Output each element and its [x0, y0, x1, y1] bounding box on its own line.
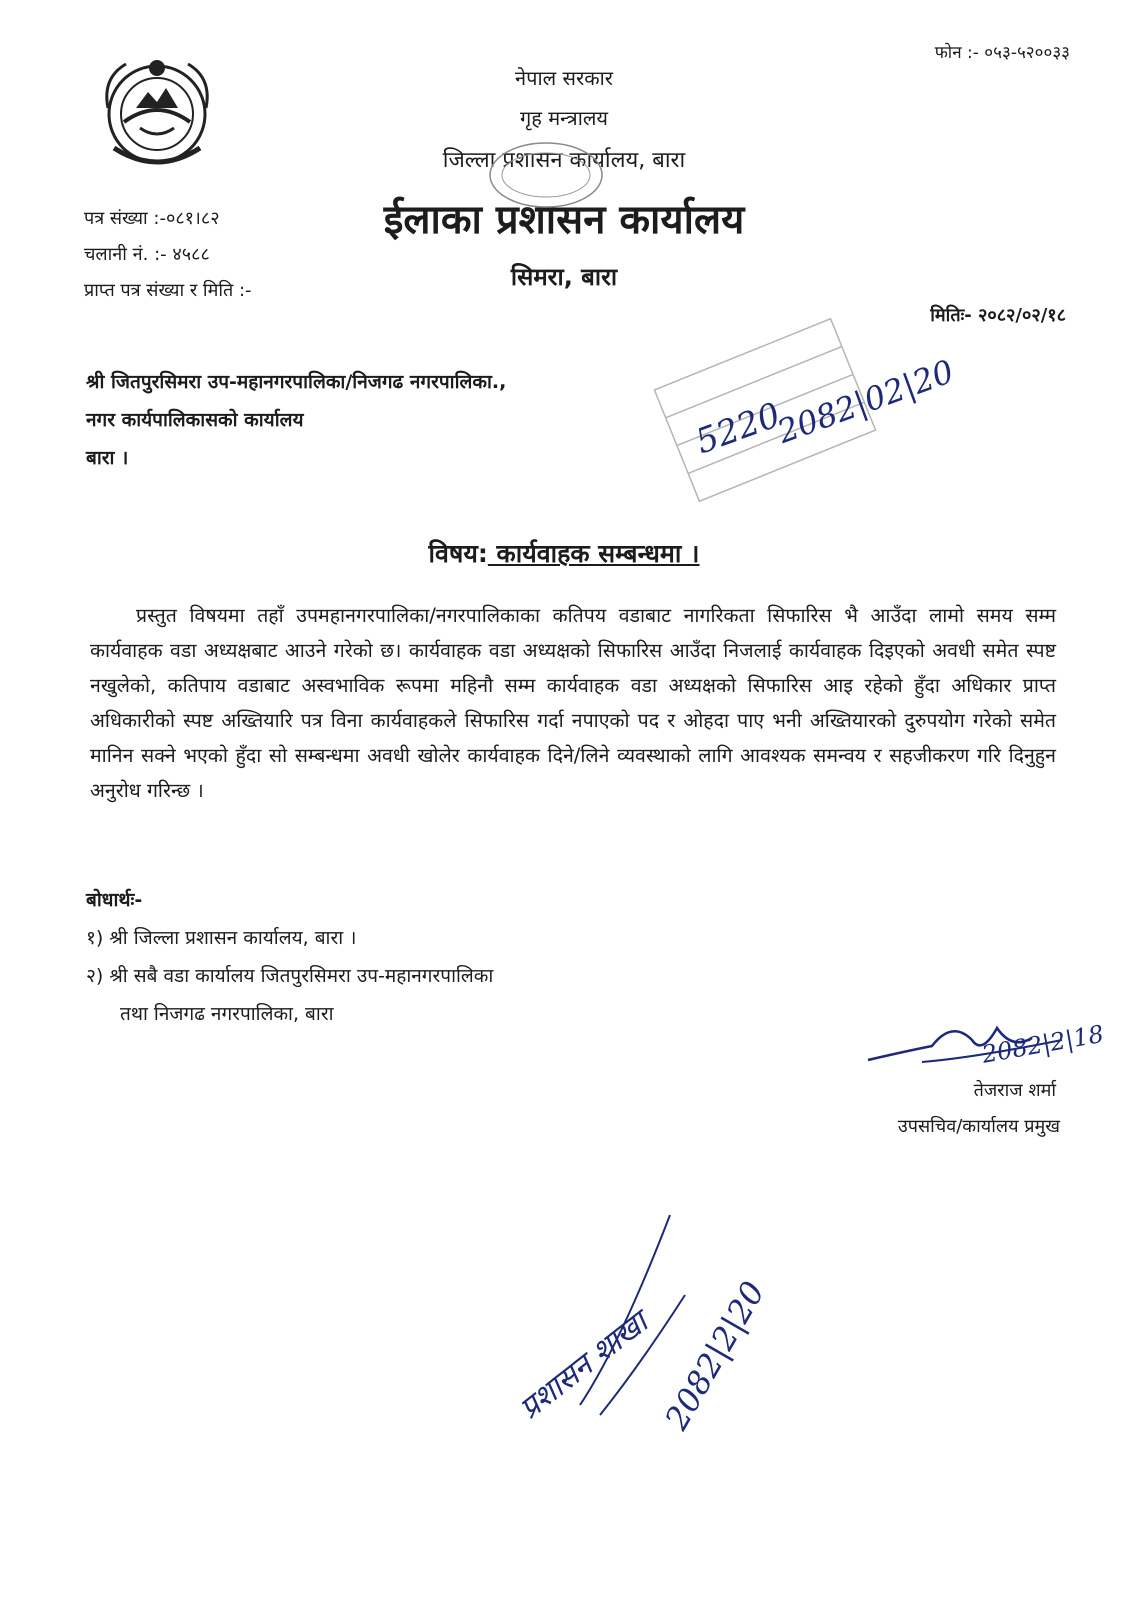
received-letter-number: प्राप्त पत्र संख्या र मिति :-	[84, 280, 252, 301]
header-line-district-office: जिल्ला प्रशासन कार्यालय, बारा	[442, 148, 686, 173]
handwritten-receipt-date: 2082|02|20	[772, 352, 959, 451]
cc-title: बोधार्थः-	[86, 889, 143, 911]
cc-item-2: २) श्री सबै वडा कार्यालय जितपुरसिमरा उप-महानगरपालिका	[86, 965, 494, 987]
dispatch-number: चलानी नं. :- ४५८८	[84, 244, 210, 265]
recipient-line-2: नगर कार्यपालिकासको कार्यालय	[86, 409, 304, 431]
subject-line	[0, 536, 1128, 570]
cc-item-2-continued: तथा निजगढ नगरपालिका, बारा	[120, 1003, 334, 1025]
handwritten-forward-note	[470, 1175, 790, 1435]
office-stamp-icon	[486, 140, 606, 210]
handwritten-note-date: 2082|2|20	[657, 1274, 773, 1436]
letter-number: पत्र संख्या :-०८१।८२	[84, 208, 220, 229]
signer-name: तेजराज शर्मा	[973, 1080, 1056, 1101]
signature-icon	[862, 1010, 1106, 1080]
handwritten-receipt-note	[680, 340, 960, 463]
handwritten-note-department: प्रशासन शाखा	[513, 1305, 655, 1427]
header-line-ministry: गृह मन्त्रालय	[519, 106, 609, 130]
recipient-line-1: श्री जितपुरसिमरा उप-महानगरपालिका/निजगढ नगरपालिका.,	[86, 371, 507, 393]
office-location: सिमरा, बारा	[510, 263, 618, 291]
handwritten-receipt-number: 5220	[690, 395, 786, 463]
cc-item-1: १) श्री जिल्ला प्रशासन कार्यालय, बारा ।	[86, 927, 357, 949]
phone-number: फोन :- ०५३-५२००३३	[934, 43, 1070, 63]
header-line-government: नेपाल सरकार	[515, 66, 613, 90]
letter-date: मितिः- २०८२/०२/१८	[930, 305, 1066, 326]
office-title: ईलाका प्रशासन कार्यालय	[383, 197, 745, 243]
subject-text: कार्यवाहक सम्बन्धमा ।	[487, 539, 700, 568]
letter-body: प्रस्तुत विषयमा तहाँ उपमहानगरपालिका/नगरपालिकाका कतिपय वडाबाट नागरिकता सिफारिस भै आउँदा लामो समय सम्म कार्यवाहक वडा अध्यक्षबाट आउने गरेको छ। कार्यवाहक वडा अध्यक्षको सिफारिस आउँदा निजलाई कार्यवाहक दिइएको अवधी समेत स्पष्ट नखुलेको, कतिपाय वडाबाट अस्वभाविक रूपमा महिनौ सम्म कार्यवाहक वडा अध्यक्षको सिफारिस आइ रहेको हुँदा अधिकार प्राप्त अधिकारीको स्पष्ट अख्तियारि पत्र विना कार्यवाहकले सिफारिस गर्दा नपाएको पद र ओहदा पाए भनी अख्तियारको दुरुपयोग गरेको समेत मानिन सक्ने भएको हुँदा सो सम्बन्धमा अवधी खोलेर कार्यवाहक दिने/लिने व्यवस्थाको लागि आवश्यक समन्वय र सहजीकरण गरि दिनुहुन अनुरोध गरिन्छ ।	[90, 604, 1056, 802]
subject-label: विषय:	[428, 539, 488, 568]
signer-title: उपसचिव/कार्यालय प्रमुख	[897, 1116, 1060, 1137]
recipient-line-3: बारा ।	[86, 447, 129, 469]
signature-date: 2082|2|18	[979, 1019, 1106, 1069]
